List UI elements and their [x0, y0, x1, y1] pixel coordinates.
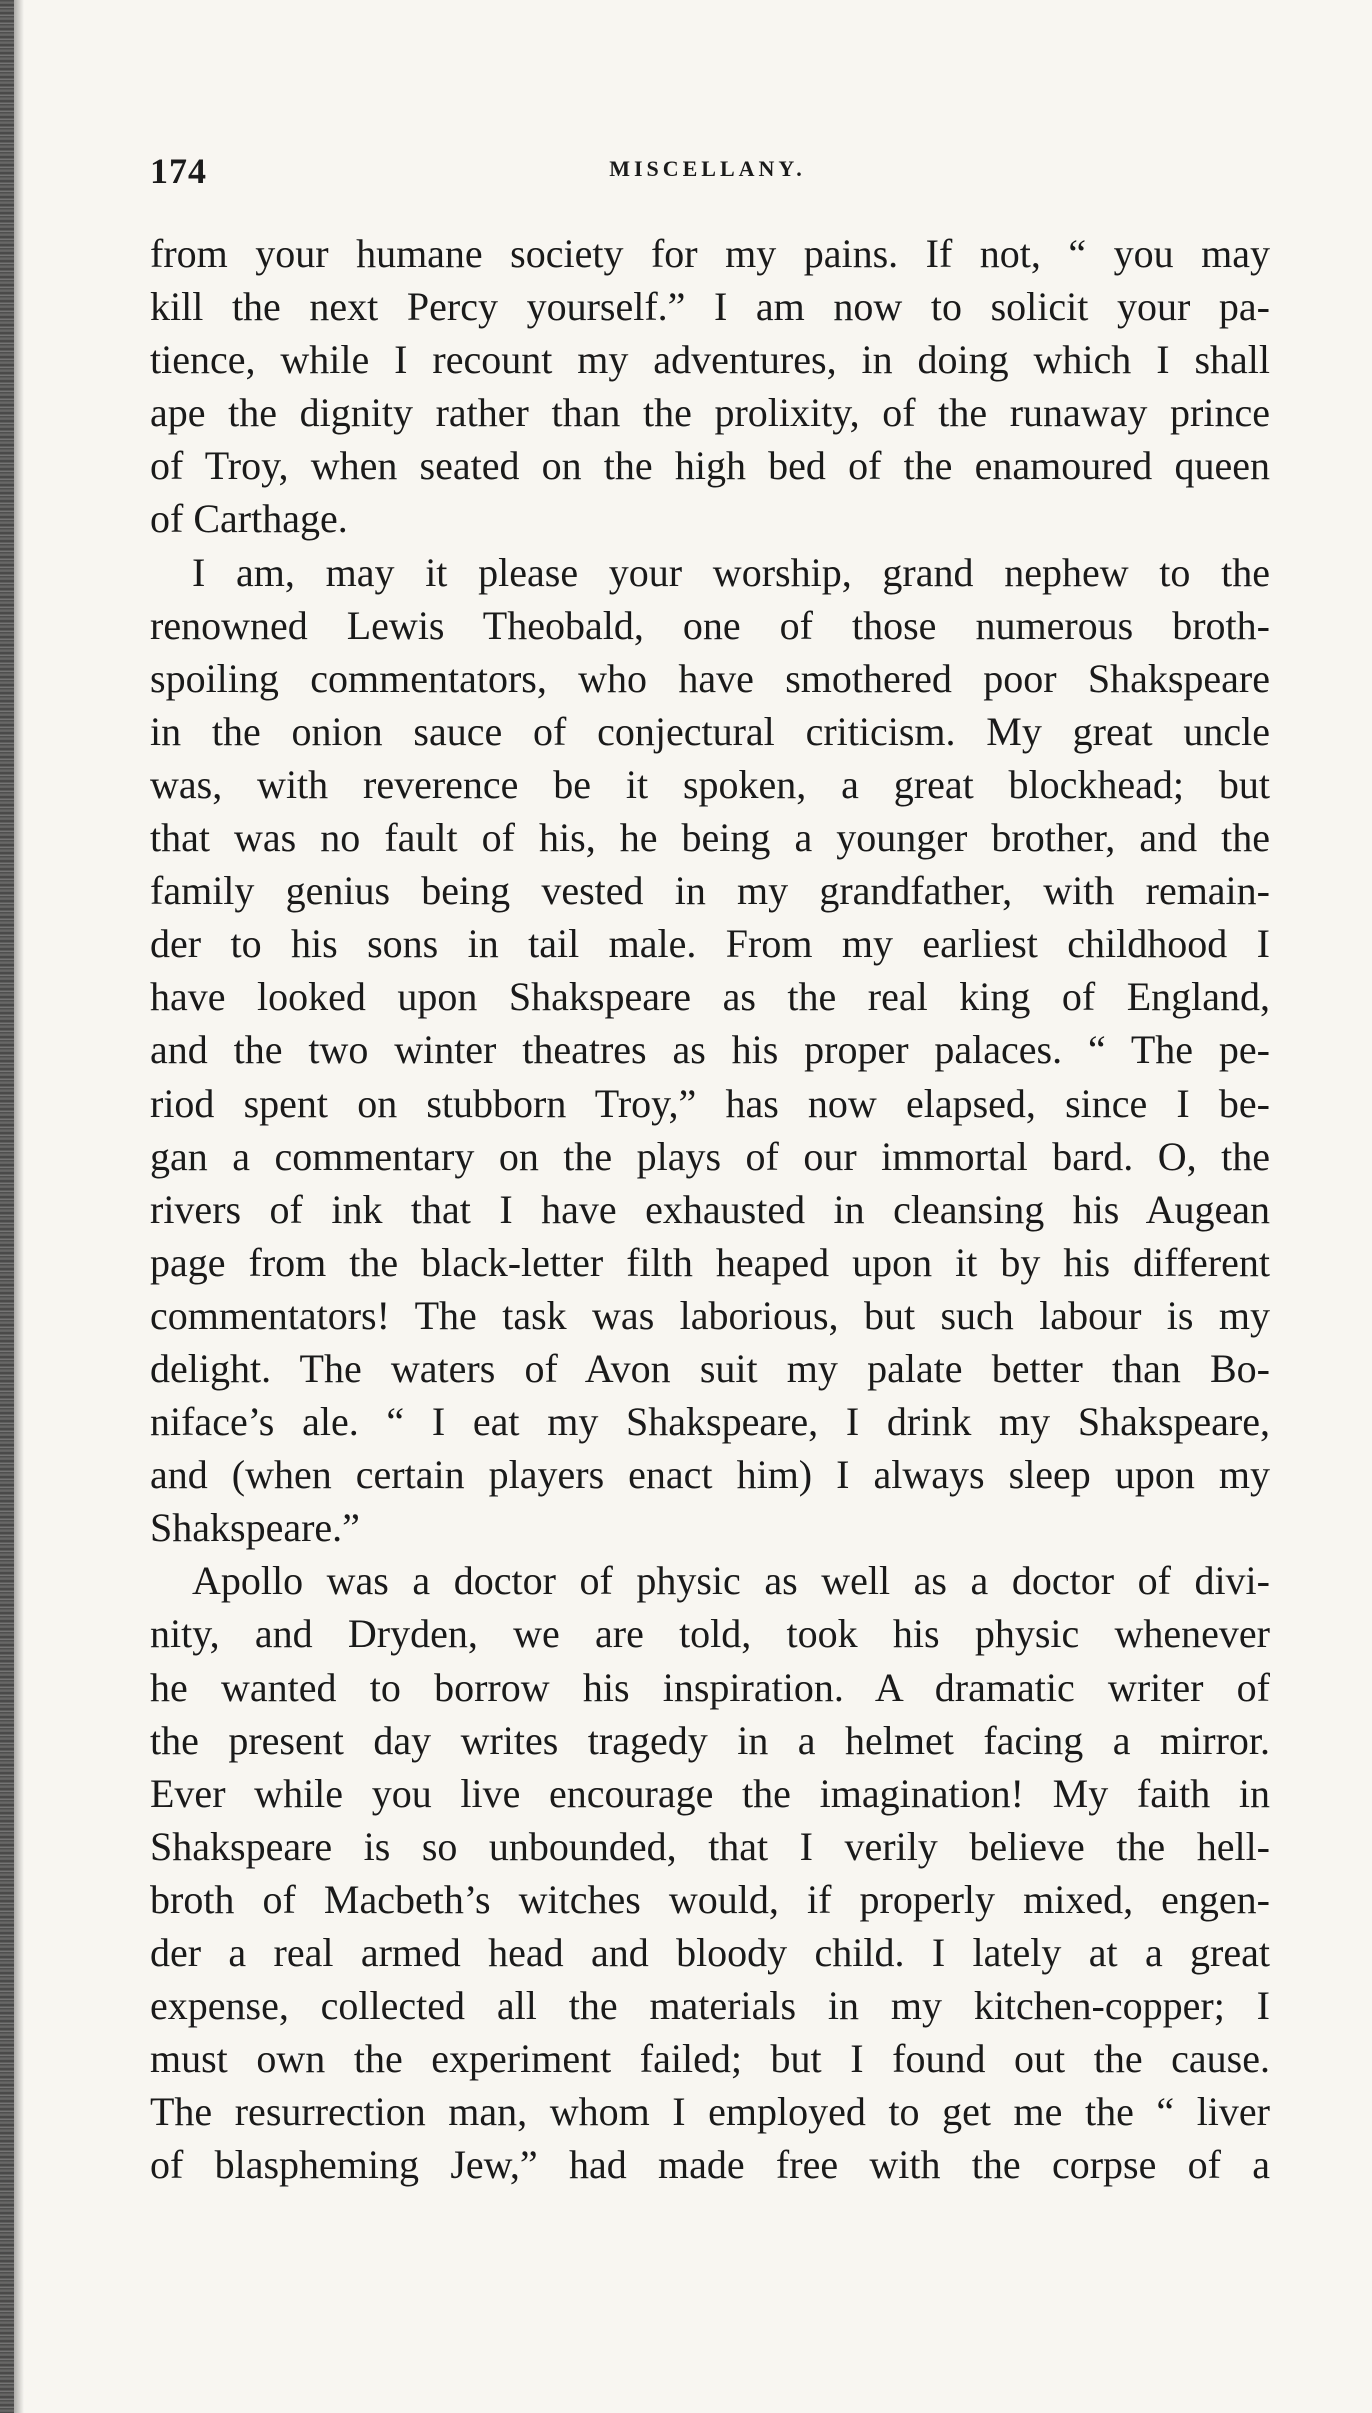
text-line: and the two winter theatres as his proper palaces. “ The pe- — [150, 1027, 1270, 1073]
paragraph-2 — [150, 546, 1270, 1555]
page-number: 174 — [150, 151, 207, 191]
text-line: and (when certain players enact him) I always sleep upon my — [150, 1452, 1270, 1498]
text-line: delight. The waters of Avon suit my palate better than Bo- — [150, 1345, 1270, 1391]
text-line: tience, while I recount my adventures, in doing which I shall — [150, 337, 1270, 383]
text-line: was, with reverence be it spoken, a great blockhead; but — [150, 761, 1270, 807]
text-line: der to his sons in tail male. From my earliest childhood I — [150, 921, 1270, 967]
text-line: of Troy, when seated on the high bed of the enamoured queen — [150, 443, 1270, 489]
text-line: riod spent on stubborn Troy,” has now elapsed, since I be- — [150, 1080, 1270, 1126]
paragraph-3 — [150, 1554, 1270, 2191]
text-line: Shakspeare.” — [150, 1505, 360, 1551]
text-line: kill the next Percy yourself.” I am now to solicit your pa- — [150, 284, 1270, 330]
text-line: from your humane society for my pains. If not, “ you may — [150, 231, 1270, 276]
text-line: Ever while you live encourage the imagination! My faith in — [150, 1770, 1270, 1816]
body-text — [150, 227, 1270, 2191]
running-head: MISCELLANY. — [609, 156, 806, 181]
text-line: Shakspeare is so unbounded, that I verily believe the hell- — [150, 1823, 1270, 1869]
text-line: Apollo was a doctor of physic as well as a doctor of divi- — [192, 1558, 1270, 1604]
text-line: der a real armed head and bloody child. I lately at a great — [150, 1930, 1270, 1975]
text-line: expense, collected all the materials in my kitchen-copper; I — [150, 1983, 1270, 2029]
text-line: page from the black-letter filth heaped upon it by his different — [150, 1239, 1270, 1285]
text-line: ape the dignity rather than the prolixity, of the runaway prince — [150, 390, 1270, 436]
text-line: broth of Macbeth’s witches would, if properly mixed, engen- — [150, 1876, 1270, 1922]
text-line: family genius being vested in my grandfather, with remain- — [150, 868, 1270, 914]
text-line: rivers of ink that I have exhausted in cleansing his Augean — [150, 1186, 1270, 1232]
text-line: he wanted to borrow his inspiration. A dramatic writer of — [150, 1664, 1270, 1710]
text-line: must own the experiment failed; but I found out the cause. — [150, 2036, 1270, 2082]
text-line: renowned Lewis Theobald, one of those numerous broth- — [150, 602, 1270, 648]
text-line: nity, and Dryden, we are told, took his physic whenever — [150, 1611, 1270, 1657]
paragraph-1 — [150, 227, 1270, 546]
text-line: spoiling commentators, who have smothered poor Shakspeare — [150, 655, 1270, 701]
text-line: I am, may it please your worship, grand nephew to the — [192, 549, 1270, 595]
text-line: niface’s ale. “ I eat my Shakspeare, I drink my Shakspeare, — [150, 1399, 1270, 1445]
text-line: the present day writes tragedy in a helmet facing a mirror. — [150, 1717, 1270, 1763]
text-line: in the onion sauce of conjectural criticism. My great uncle — [150, 708, 1270, 754]
text-line: of Carthage. — [150, 496, 348, 542]
page-header — [150, 150, 1265, 200]
text-line: gan a commentary on the plays of our immortal bard. O, the — [150, 1133, 1270, 1179]
text-line: of blaspheming Jew,” had made free with the corpse of a — [150, 2142, 1270, 2188]
binding-edge — [0, 0, 14, 2413]
text-line: The resurrection man, whom I employed to get me the “ liver — [150, 2089, 1270, 2135]
text-line: have looked upon Shakspeare as the real king of England, — [150, 974, 1270, 1020]
text-line: commentators! The task was laborious, but such labour is my — [150, 1292, 1270, 1338]
text-line: that was no fault of his, he being a younger brother, and the — [150, 815, 1270, 861]
gutter-shadow — [14, 0, 24, 2413]
